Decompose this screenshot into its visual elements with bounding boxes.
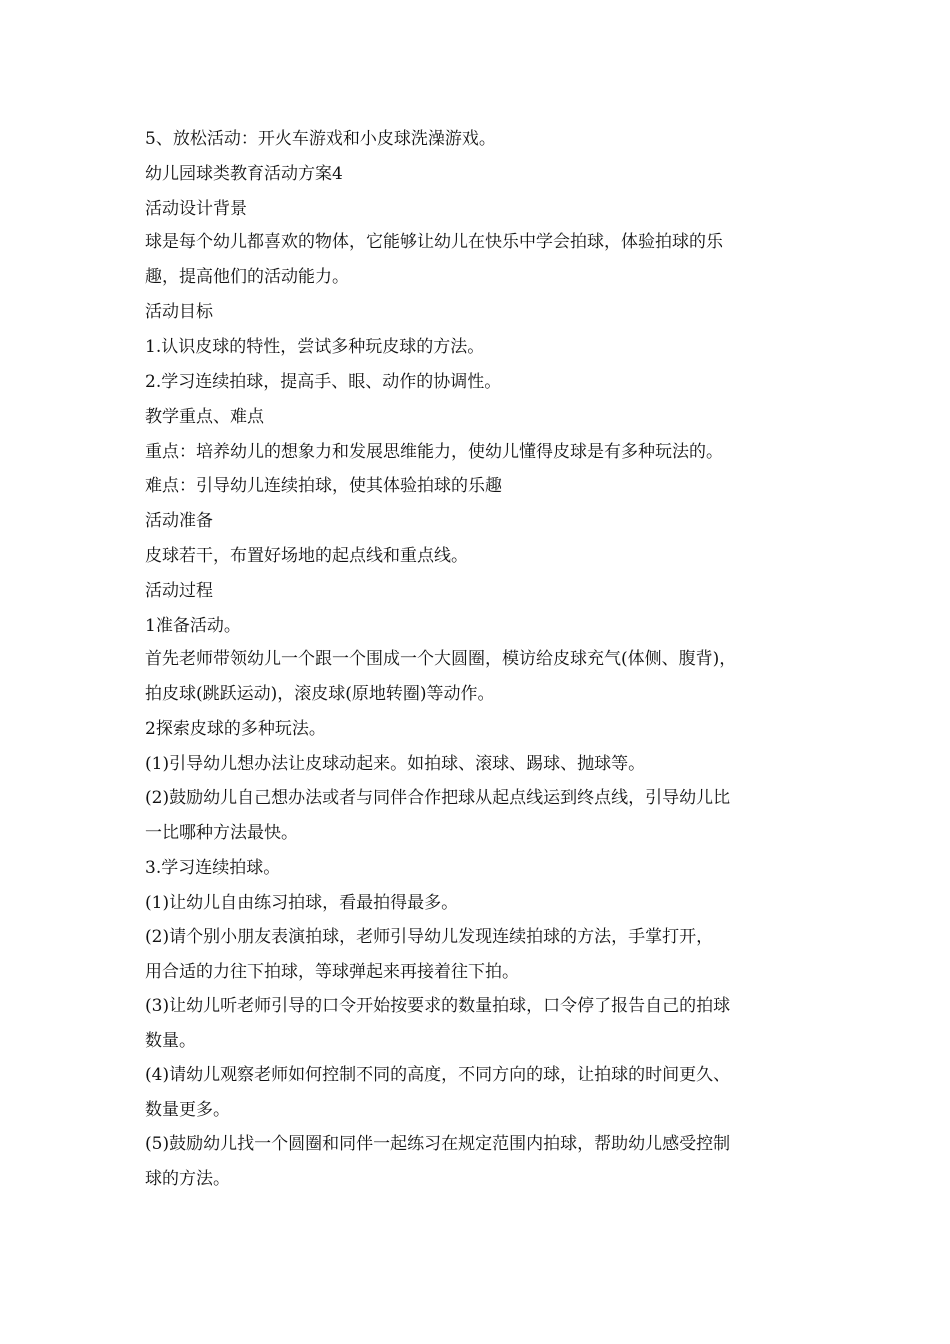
text-line: 首先老师带领幼儿一个跟一个围成一个大圆圈，模访给皮球充气(体侧、腹背)， [145, 649, 737, 670]
text-line: 难点：引导幼儿连续拍球，使其体验拍球的乐趣 [145, 476, 502, 497]
list-item: (5)鼓励幼儿找一个圆圈和同伴一起练习在规定范围内拍球，帮助幼儿感受控制 [145, 1133, 731, 1154]
text-line: 拍皮球(跳跃运动)，滚皮球(原地转圈)等动作。 [145, 684, 495, 705]
text-line: 球的方法。 [145, 1168, 230, 1189]
list-item: (4)请幼儿观察老师如何控制不同的高度，不同方向的球，让拍球的时间更久、 [145, 1064, 731, 1085]
heading-key-points: 教学重点、难点 [145, 406, 264, 427]
list-item: (1)引导幼儿想办法让皮球动起来。如拍球、滚球、踢球、抛球等。 [145, 754, 646, 775]
list-item: (3)让幼儿听老师引导的口令开始按要求的数量拍球，口令停了报告自己的拍球 [145, 995, 731, 1016]
list-item: 2.学习连续拍球，提高手、眼、动作的协调性。 [145, 371, 502, 392]
text-line: 数量。 [145, 1030, 196, 1051]
list-item: 3.学习连续拍球。 [145, 857, 281, 878]
heading-background: 活动设计背景 [145, 198, 247, 219]
section-title: 幼儿园球类教育活动方案4 [145, 163, 343, 184]
text-line: 皮球若干，布置好场地的起点线和重点线。 [145, 545, 468, 566]
list-item: 2探索皮球的多种玩法。 [145, 719, 326, 740]
list-item: (2)请个别小朋友表演拍球，老师引导幼儿发现连续拍球的方法，手掌打开， [145, 926, 714, 947]
text-line: 一比哪种方法最快。 [145, 822, 298, 843]
text-line: 重点：培养幼儿的想象力和发展思维能力，使幼儿懂得皮球是有多种玩法的。 [145, 441, 723, 462]
text-line: 趣，提高他们的活动能力。 [145, 267, 349, 288]
list-item: 1准备活动。 [145, 615, 241, 636]
text-line: 数量更多。 [145, 1099, 230, 1120]
list-item: 1.认识皮球的特性，尝试多种玩皮球的方法。 [145, 337, 485, 358]
heading-preparation: 活动准备 [145, 511, 213, 532]
document-body [145, 122, 825, 1197]
heading-process: 活动过程 [145, 580, 213, 601]
list-item: (2)鼓励幼儿自己想办法或者与同伴合作把球从起点线运到终点线，引导幼儿比 [145, 787, 731, 808]
heading-goals: 活动目标 [145, 302, 213, 323]
text-line: 用合适的力往下拍球，等球弹起来再接着往下拍。 [145, 961, 519, 982]
text-line: 球是每个幼儿都喜欢的物体，它能够让幼儿在快乐中学会拍球，体验拍球的乐 [145, 232, 723, 253]
list-item: (1)让幼儿自由练习拍球，看最拍得最多。 [145, 892, 459, 913]
text-line: 5、放松活动：开火车游戏和小皮球洗澡游戏。 [145, 129, 496, 149]
